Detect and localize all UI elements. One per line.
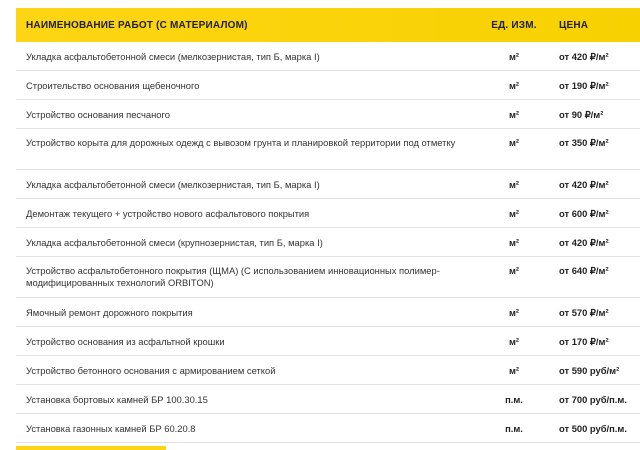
row-work-name: Демонтаж текущего + устройство нового асфальтового покрытия [26, 208, 310, 219]
row-price: от 170 ₽/м² [559, 336, 609, 347]
row-price: от 600 ₽/м² [559, 208, 609, 219]
table-row [16, 356, 640, 385]
row-unit: м² [508, 80, 520, 91]
table-row [16, 100, 640, 129]
row-work-name: Укладка асфальтобетонной смеси (крупнозернистая, тип Б, марка I) [26, 237, 323, 248]
table-row [16, 129, 640, 170]
row-unit: м² [508, 336, 520, 347]
row-unit: м² [508, 237, 520, 248]
row-work-name: Устройство основания из асфальтной крошки [26, 336, 225, 347]
row-price: от 90 ₽/м² [559, 109, 604, 120]
row-unit: п.м. [505, 423, 523, 434]
row-unit: м² [508, 137, 520, 148]
header-price: ЦЕНА [559, 19, 589, 31]
accent-underline [16, 446, 166, 450]
row-work-name: Укладка асфальтобетонной смеси (мелкозернистая, тип Б, марка I) [26, 51, 320, 62]
row-work-name: Установка бортовых камней БР 100.30.15 [26, 394, 208, 405]
table-row [16, 327, 640, 356]
row-unit: м² [508, 179, 520, 190]
header-name: НАИМЕНОВАНИЕ РАБОТ (С МАТЕРИАЛОМ) [26, 19, 248, 31]
row-unit: м² [508, 208, 520, 219]
row-unit: м² [508, 109, 520, 120]
row-price: от 590 руб/м² [559, 365, 620, 376]
row-work-name: Устройство бетонного основания с армированием сеткой [26, 365, 276, 376]
table-row [16, 257, 640, 298]
row-price: от 420 ₽/м² [559, 179, 609, 190]
row-unit: м² [508, 307, 520, 318]
table-row [16, 228, 640, 257]
table-row [16, 170, 640, 199]
table-row [16, 71, 640, 100]
row-unit: м² [508, 51, 520, 62]
row-work-name: Устройство асфальтобетонного покрытия (ЩМА) (С использованием инновационных полимер-модифицированных технологий ORBITON) [26, 265, 440, 288]
row-price: от 420 ₽/м² [559, 51, 609, 62]
row-price: от 700 руб/п.м. [559, 394, 627, 405]
row-price: от 570 ₽/м² [559, 307, 609, 318]
table-header [16, 8, 640, 42]
row-unit: п.м. [505, 394, 523, 405]
table-row [16, 414, 640, 443]
row-work-name: Ямочный ремонт дорожного покрытия [26, 307, 193, 318]
row-price: от 640 ₽/м² [559, 265, 609, 276]
row-price: от 190 ₽/м² [559, 80, 609, 91]
table-row [16, 42, 640, 71]
table-row [16, 298, 640, 327]
table-row [16, 199, 640, 228]
header-unit: ЕД. ИЗМ. [491, 19, 537, 31]
row-unit: м² [508, 265, 520, 276]
table-row [16, 385, 640, 414]
row-price: от 420 ₽/м² [559, 237, 609, 248]
row-price: от 500 руб/п.м. [559, 423, 627, 434]
row-price: от 350 ₽/м² [559, 137, 609, 148]
table-body [16, 42, 640, 443]
row-work-name: Устройство корыта для дорожных одежд с вывозом грунта и планировкой территории под отметку [26, 137, 456, 148]
price-table [16, 8, 634, 444]
row-work-name: Установка газонных камней БР 60.20.8 [26, 423, 196, 434]
row-work-name: Укладка асфальтобетонной смеси (мелкозернистая, тип Б, марка I) [26, 179, 320, 190]
row-unit: м² [508, 365, 520, 376]
row-work-name: Строительство основания щебеночного [26, 80, 200, 91]
row-work-name: Устройство основания песчаного [26, 109, 170, 120]
